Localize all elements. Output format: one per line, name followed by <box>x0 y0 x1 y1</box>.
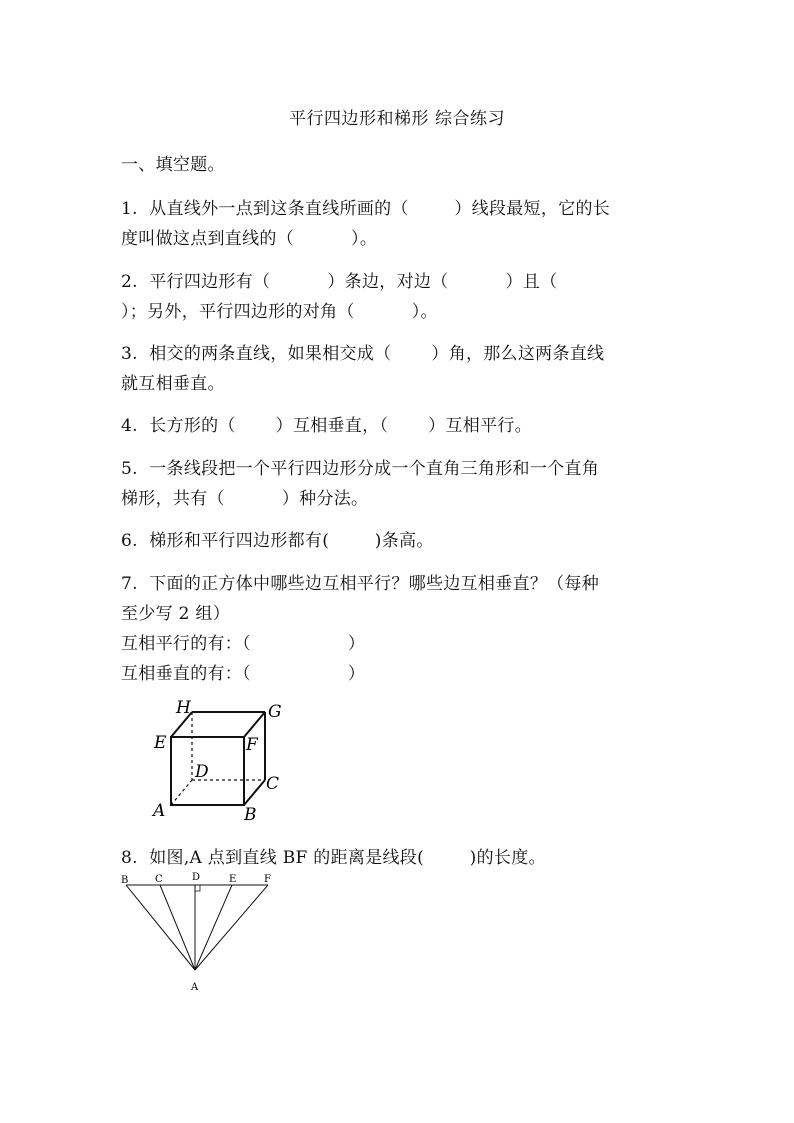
q2-line2: ）；另外，平行四边形的对角（ ）。 <box>121 302 438 322</box>
distance-figure <box>114 868 284 998</box>
cube-label-d: D <box>195 762 209 782</box>
cube-edge-ad <box>171 780 192 805</box>
cube-label-f: F <box>246 735 258 755</box>
q3-line2: 就互相垂直。 <box>121 374 225 394</box>
right-angle-mark <box>195 885 200 891</box>
segment-af <box>195 885 268 970</box>
q5-line1: 5. 一条线段把一个平行四边形分成一个直角三角形和一个直角 <box>121 459 600 479</box>
q7-perpendicular-line: 互相垂直的有：（ ） <box>121 664 366 684</box>
fan-label-d: D <box>192 872 201 883</box>
q7-parallel-line: 互相平行的有：（ ） <box>121 634 366 654</box>
cube-edge-fg <box>244 712 265 737</box>
q8-line1: 8. 如图,A 点到直线 BF 的距离是线段( )的长度。 <box>121 848 546 868</box>
q7-line2: 至少写 2 组） <box>121 604 231 624</box>
fan-label-a: A <box>191 982 199 993</box>
q2-line1: 2. 平行四边形有（ ）条边，对边（ ）且（ <box>121 272 558 292</box>
segment-ac <box>160 885 195 970</box>
cube-label-g: G <box>268 702 282 722</box>
cube-edge-bc <box>244 780 265 805</box>
fan-label-b: B <box>121 875 129 886</box>
q7-line1: 7. 下面的正方体中哪些边互相平行？哪些边互相垂直？（每种 <box>121 574 600 594</box>
cube-label-a: A <box>153 801 166 821</box>
segment-ab <box>126 885 195 970</box>
page-title: 平行四边形和梯形 综合练习 <box>289 109 505 129</box>
q5-line2: 梯形，共有（ ）种分法。 <box>121 489 369 509</box>
q4-line1: 4. 长方形的（ ）互相垂直，（ ）互相平行。 <box>121 416 532 436</box>
cube-label-e: E <box>154 733 167 753</box>
fan-label-f: F <box>264 874 271 885</box>
section-heading: 一、填空题。 <box>121 155 225 175</box>
cube-label-b: B <box>244 805 257 825</box>
q1-line2: 度叫做这点到直线的（ ）。 <box>121 229 378 249</box>
fan-label-c: C <box>155 874 163 885</box>
cube-label-h: H <box>176 698 191 718</box>
fan-label-e: E <box>229 874 237 885</box>
q3-line1: 3. 相交的两条直线，如果相交成（ ）角，那么这两条直线 <box>121 344 605 364</box>
segment-ae <box>195 885 232 970</box>
q6-line1: 6. 梯形和平行四边形都有( )条高。 <box>121 531 434 551</box>
cube-figure <box>145 695 295 825</box>
cube-label-c: C <box>266 774 280 794</box>
q1-line1: 1. 从直线外一点到这条直线所画的（ ）线段最短，它的长 <box>121 199 611 219</box>
